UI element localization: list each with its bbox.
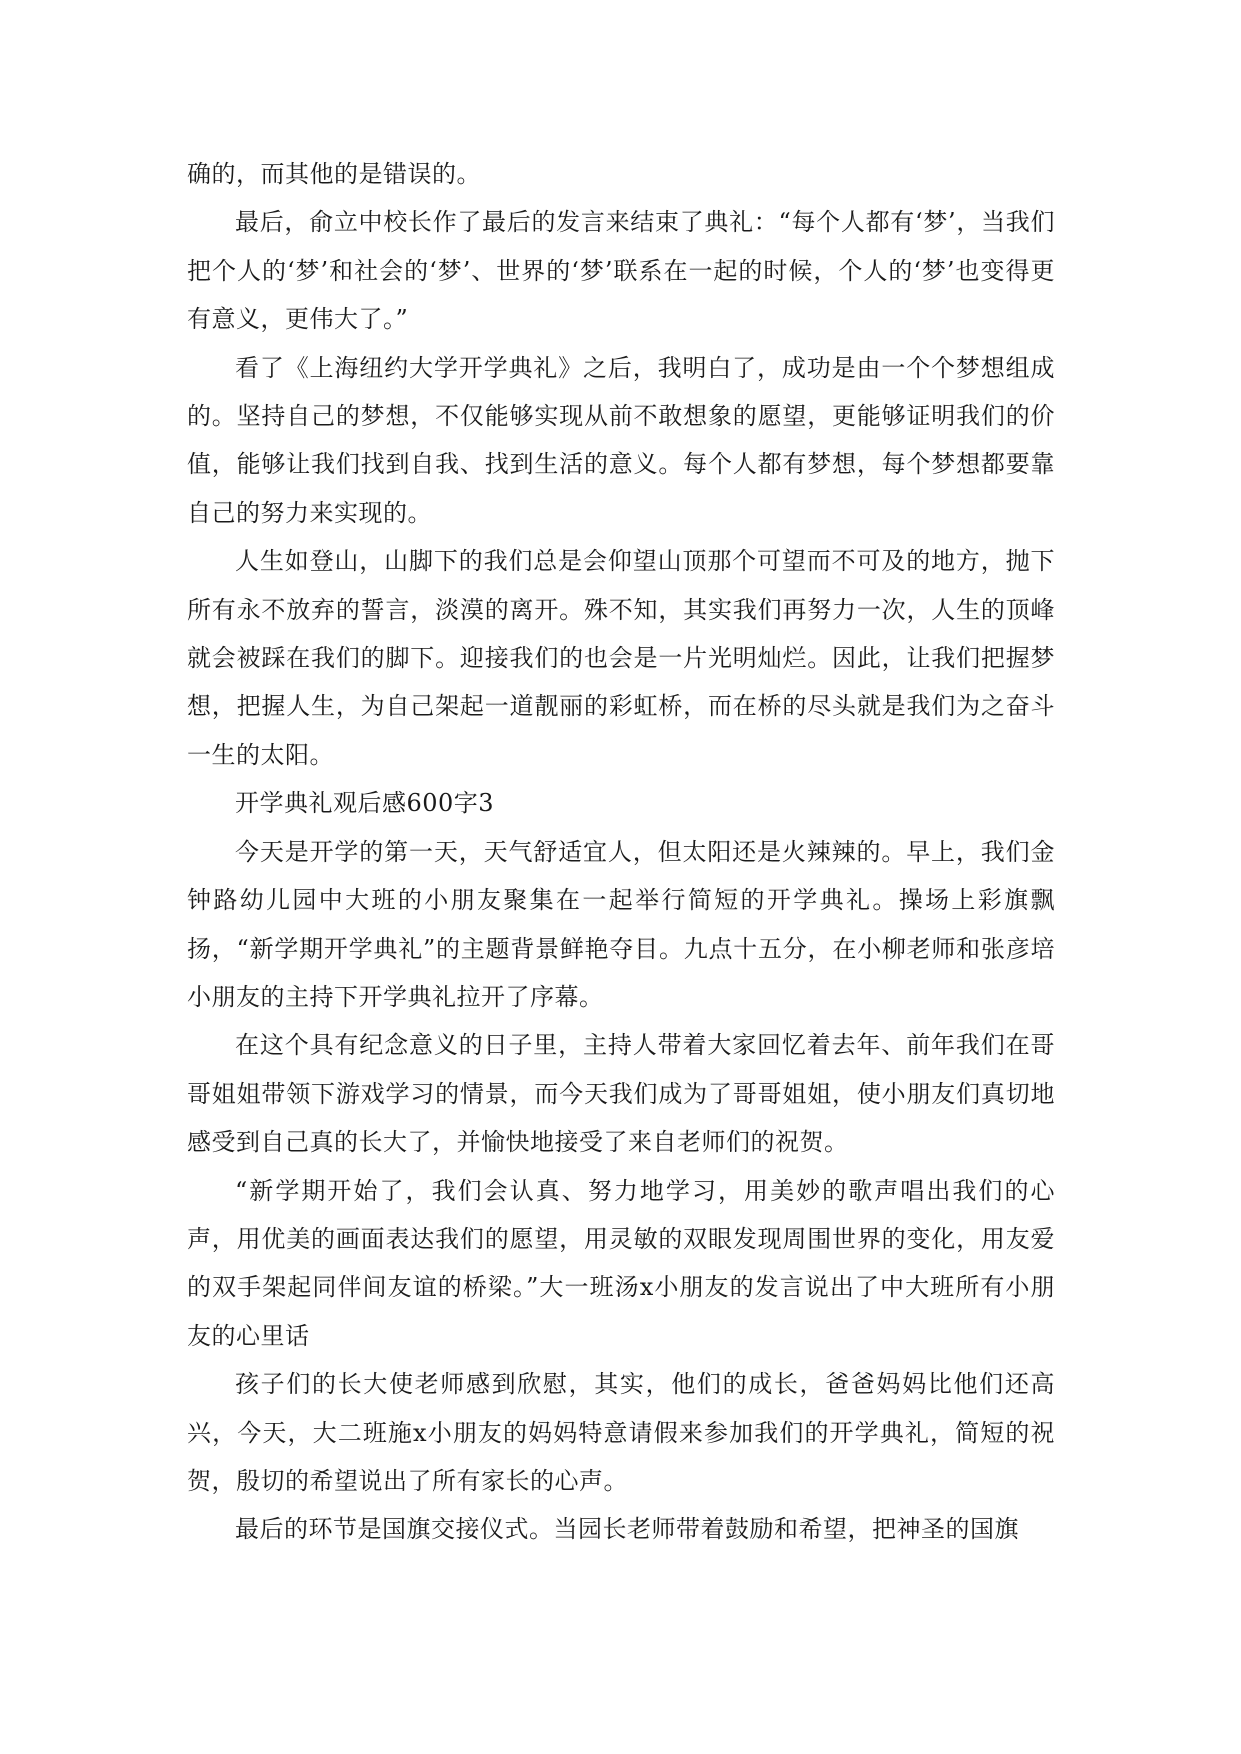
paragraph-first-day: 今天是开学的第一天，天气舒适宜人，但太阳还是火辣辣的。早上，我们金钟路幼儿园中大班的小朋友聚集在一起举行简短的开学典礼。操场上彩旗飘扬，“新学期开学典礼”的主题背景鲜艳夺目。九点十五分，在小柳老师和张彦培小朋友的主持下开学典礼拉开了序幕。 xyxy=(187,837,1055,1011)
paragraph-continuation: 确的，而其他的是错误的。 xyxy=(187,160,481,188)
paragraph-student-speech: “新学期开始了，我们会认真、努力地学习，用美妙的歌声唱出我们的心声，用优美的画面表达我们的愿望，用灵敏的双眼发现周围世界的变化，用友爱的双手架起同伴间友谊的桥梁。”大一班汤x小朋友的发言说出了中大班所有小朋友的心里话 xyxy=(187,1176,1055,1350)
paragraph-parents: 孩子们的长大使老师感到欣慰，其实，他们的成长，爸爸妈妈比他们还高兴，今天，大二班施x小朋友的妈妈特意请假来参加我们的开学典礼，简短的祝贺，殷切的希望说出了所有家长的心声。 xyxy=(187,1370,1055,1495)
paragraph-memories: 在这个具有纪念意义的日子里，主持人带着大家回忆着去年、前年我们在哥哥姐姐带领下游戏学习的情景，而今天我们成为了哥哥姐姐，使小朋友们真切地感受到自己真的长大了，并愉快地接受了来自老师们的祝贺。 xyxy=(187,1031,1055,1157)
section-heading: 开学典礼观后感600字3 xyxy=(235,789,495,818)
paragraph-reflection: 看了《上海纽约大学开学典礼》之后，我明白了，成功是由一个个梦想组成的。坚持自己的梦想，不仅能够实现从前不敢想象的愿望，更能够证明我们的价值，能够让我们找到自我、找到生活的意义。每个人都有梦想，每个梦想都要靠自己的努力来实现的。 xyxy=(187,353,1055,527)
paragraph-life-metaphor: 人生如登山，山脚下的我们总是会仰望山顶那个可望而不可及的地方，抛下所有永不放弃的誓言，淡漠的离开。殊不知，其实我们再努力一次，人生的顶峰就会被踩在我们的脚下。迎接我们的也会是一片光明灿烂。因此，让我们把握梦想，把握人生，为自己架起一道靓丽的彩虹桥，而在桥的尽头就是我们为之奋斗一生的太阳。 xyxy=(187,547,1055,769)
paragraph-flag-ceremony: 最后的环节是国旗交接仪式。当园长老师带着鼓励和希望，把神圣的国旗 xyxy=(235,1515,1019,1544)
paragraph-closing-speech: 最后，俞立中校长作了最后的发言来结束了典礼：“每个人都有‘梦’，当我们把个人的‘梦’和社会的‘梦’、世界的‘梦’联系在一起的时候，个人的‘梦’也变得更有意义，更伟大了。” xyxy=(187,208,1055,334)
document-body xyxy=(187,150,1055,1554)
